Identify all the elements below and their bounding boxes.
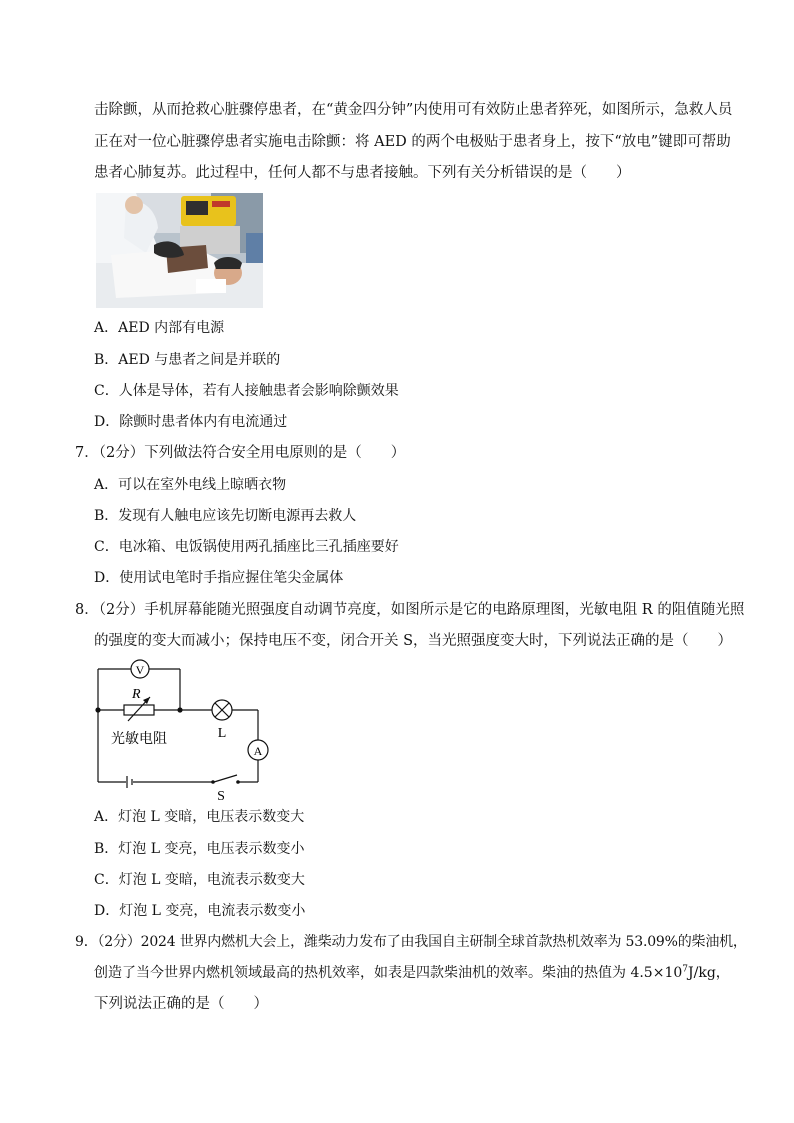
- q8-option-d: D．灯泡 L 变亮，电流表示数变小: [94, 903, 306, 919]
- q9-stem-line-2: [94, 963, 730, 983]
- q9-exponent: 7: [682, 964, 688, 975]
- q8-option-a: A．灯泡 L 变暗，电压表示数变大: [94, 809, 305, 825]
- lamp-label: L: [217, 726, 227, 741]
- q9-line2-unit: J/kg，: [688, 965, 730, 981]
- q7-option-d: D．使用试电笔时手指应握住笔尖金属体: [94, 570, 344, 586]
- voltmeter-label: V: [135, 663, 145, 677]
- ammeter-label: A: [253, 744, 263, 758]
- q9-line2-text: 创造了当今世界内燃机领域最高的热机效率，如表是四款柴油机的效率。柴油的热值为 4.5×10: [94, 965, 683, 981]
- q6-stem-line-1: 击除颤，从而抢救心脏骤停患者，在“黄金四分钟”内使用可有效防止患者猝死，如图所示，急救人员: [94, 102, 733, 118]
- q7-option-a: A．可以在室外电线上晾晒衣物: [94, 477, 287, 493]
- q6-option-b: B．AED 与患者之间是并联的: [94, 352, 281, 368]
- photoresistor-caption: 光敏电阻: [111, 731, 167, 747]
- q6-option-d: D．除颤时患者体内有电流通过: [94, 414, 288, 430]
- q9-stem-line-1: 9．（2分）2024 世界内燃机大会上，潍柴动力发布了由我国自主研制全球首款热机效率为 53.09%的柴油机，: [75, 934, 747, 950]
- resistor-label: R: [132, 687, 141, 702]
- q8-option-c: C．灯泡 L 变暗，电流表示数变大: [94, 872, 305, 888]
- q8-stem-line-2: 的强度的变大而减小；保持电压不变，闭合开关 S，当光照强度变大时，下列说法正确的是（ ）: [94, 633, 733, 649]
- q6-stem-line-3: 患者心肺复苏。此过程中，任何人都不与患者接触。下列有关分析错误的是（ ）: [94, 165, 631, 181]
- q7-option-c: C．电冰箱、电饭锅使用两孔插座比三孔插座要好: [94, 539, 399, 555]
- aed-rescue-photo: [96, 193, 263, 308]
- q9-stem-line-3: 下列说法正确的是（ ）: [94, 996, 268, 1012]
- q6-stem-line-2: 正在对一位心脏骤停患者实施电击除颤：将 AED 的两个电极贴于患者身上，按下“放电”键即可帮助: [94, 134, 731, 150]
- switch-label: S: [217, 789, 225, 803]
- circuit-diagram: [90, 655, 280, 803]
- q8-stem-line-1: 8．（2分）手机屏幕能随光照强度自动调节亮度，如图所示是它的电路原理图，光敏电阻 R 的阻值随光照: [75, 602, 745, 618]
- q8-option-b: B．灯泡 L 变亮，电压表示数变小: [94, 841, 305, 857]
- q6-option-a: A．AED 内部有电源: [94, 320, 225, 336]
- q6-option-c: C．人体是导体，若有人接触患者会影响除颤效果: [94, 383, 399, 399]
- q7-option-b: B．发现有人触电应该先切断电源再去救人: [94, 508, 357, 524]
- q7-stem: 7．（2分）下列做法符合安全用电原则的是（ ）: [75, 445, 406, 461]
